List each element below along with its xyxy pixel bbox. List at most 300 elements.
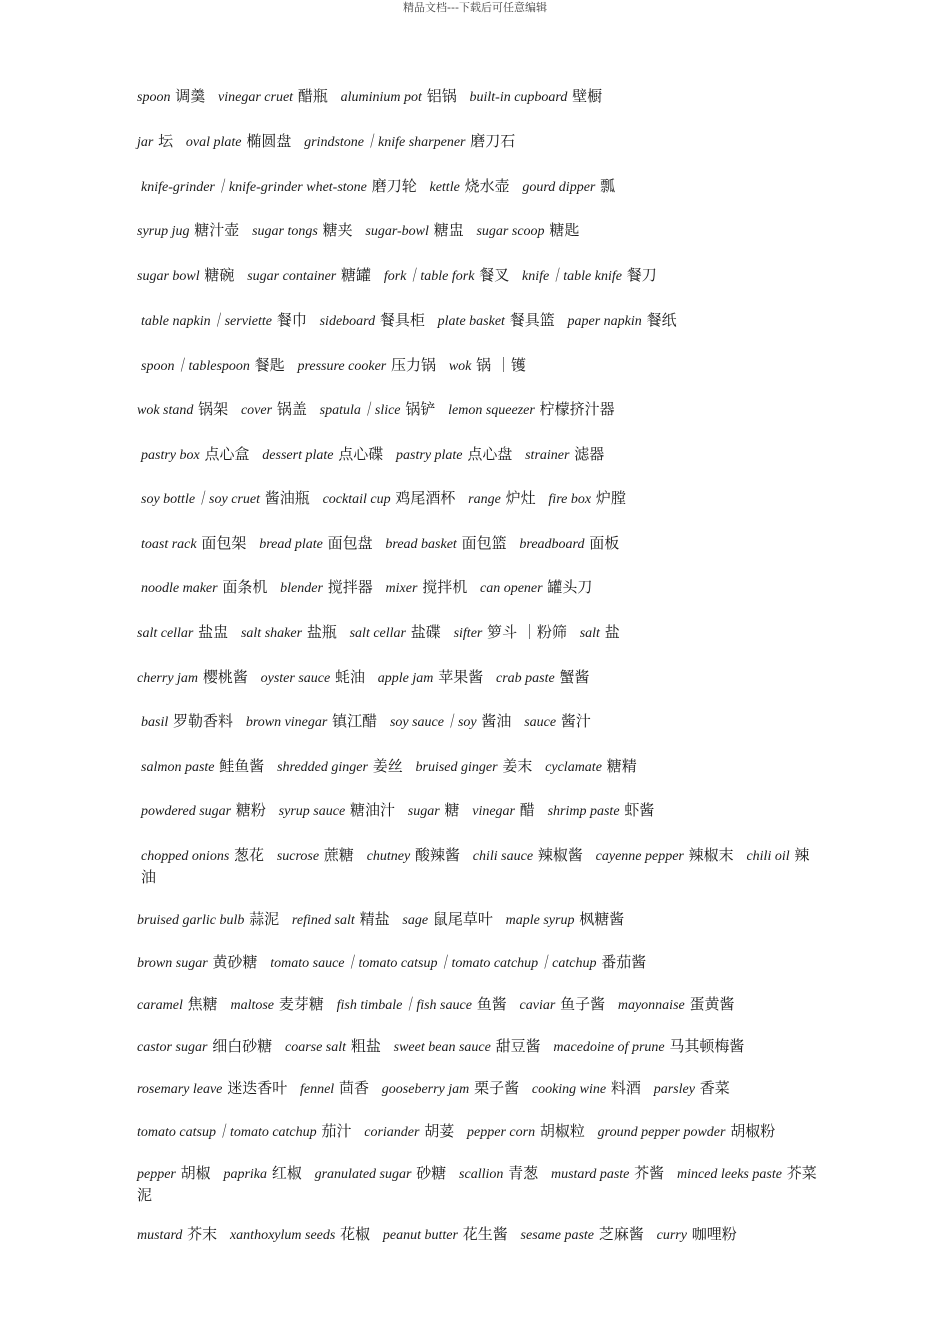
chinese-term: 麦芽糖 [278, 995, 324, 1013]
vocab-entry [364, 1122, 454, 1140]
english-term: fork｜table fork [383, 269, 475, 284]
vocab-line [137, 220, 817, 242]
chinese-term: 餐匙 [254, 356, 285, 374]
vocab-line [137, 399, 817, 421]
chinese-term: 蟹酱 [559, 668, 590, 686]
english-term: coarse salt [284, 1040, 347, 1055]
english-term: refined salt [291, 913, 355, 928]
vocab-entry [137, 400, 228, 418]
page-header: 精品文档---下载后可任意编辑 [403, 1, 547, 14]
english-term: cherry jam [137, 671, 199, 686]
chinese-term: 面板 [589, 534, 620, 552]
english-term: vinegar [472, 804, 515, 819]
chinese-term: 点心盘 [467, 445, 513, 463]
english-term: noodle maker [141, 581, 218, 596]
chinese-term: 糖 [444, 801, 460, 819]
english-term: dessert plate [262, 448, 334, 463]
english-term: sugar bowl [137, 269, 200, 284]
english-term: shredded ginger [277, 760, 368, 775]
chinese-term: 盐碟 [410, 623, 441, 641]
chinese-term: 芥酱 [634, 1164, 665, 1182]
english-term: jar [137, 135, 154, 150]
english-term: spatula｜slice [319, 403, 401, 418]
vocab-entry [341, 87, 457, 105]
vocab-entry [449, 356, 526, 374]
chinese-term: 花椒 [340, 1225, 371, 1243]
english-term: gourd dipper [522, 180, 596, 195]
chinese-term: 镇江醋 [332, 712, 378, 730]
english-term: caviar [519, 998, 556, 1013]
chinese-term: 蒜泥 [249, 910, 280, 928]
vocab-line [137, 533, 821, 555]
vocab-line [137, 994, 817, 1016]
vocab-entry [279, 801, 395, 819]
chinese-term: 面条机 [222, 578, 268, 596]
vocab-entry [429, 177, 509, 195]
english-term: fire box [548, 492, 592, 507]
vocab-entry [596, 846, 734, 864]
chinese-term: 咖哩粉 [691, 1225, 737, 1243]
chinese-term: 醋 [519, 801, 535, 819]
chinese-term: 餐纸 [646, 311, 677, 329]
vocab-entry [141, 356, 285, 374]
chinese-term: 糖匙 [549, 221, 580, 239]
english-term: vinegar cruet [218, 90, 294, 105]
english-term: curry [656, 1228, 687, 1243]
chinese-term: 罗勒香料 [173, 712, 234, 730]
english-term: salt [579, 626, 600, 641]
vocab-entry [545, 757, 637, 775]
english-term: paprika [223, 1167, 268, 1182]
chinese-term: 磨刀轮 [371, 177, 417, 195]
vocab-entry [468, 489, 535, 507]
english-term: mustard [137, 1228, 183, 1243]
chinese-term: 醋瓶 [297, 87, 328, 105]
vocab-line [137, 265, 817, 287]
english-term: apple jam [377, 671, 434, 686]
chinese-term: 盐 [604, 623, 620, 641]
chinese-term: 黄砂糖 [212, 953, 258, 971]
chinese-term: 香菜 [699, 1079, 730, 1097]
chinese-term: 芥末 [187, 1225, 218, 1243]
english-term: chopped onions [141, 849, 230, 864]
english-term: aluminium pot [340, 90, 422, 105]
english-term: rosemary leave [137, 1082, 223, 1097]
vocab-entry [506, 910, 625, 928]
english-term: sideboard [319, 314, 376, 329]
vocab-line [137, 577, 821, 599]
chinese-term: 蛋黄酱 [689, 995, 735, 1013]
english-term: crab paste [495, 671, 555, 686]
vocab-entry [522, 266, 657, 284]
vocab-entry [252, 221, 353, 239]
vocab-entry [382, 1079, 519, 1097]
chinese-term: 瓢 [600, 177, 616, 195]
english-term: sauce [524, 715, 557, 730]
vocab-entry [137, 953, 257, 971]
english-term: powdered sugar [141, 804, 232, 819]
chinese-term: 铝锅 [426, 87, 457, 105]
english-term: salt cellar [137, 626, 194, 641]
vocab-entry [280, 578, 373, 596]
chinese-term: 砂糖 [416, 1164, 447, 1182]
vocab-entry [654, 1079, 730, 1097]
english-term: coriander [364, 1125, 420, 1140]
chinese-term: 葱花 [234, 846, 265, 864]
vocab-entry [230, 995, 323, 1013]
vocab-entry [137, 1164, 211, 1182]
vocab-entry [246, 712, 377, 730]
chinese-term: 滤器 [574, 445, 605, 463]
chinese-term: 酱油瓶 [264, 489, 310, 507]
chinese-term: 箩斗 ｜粉筛 [487, 623, 567, 641]
chinese-term: 番茄酱 [601, 953, 647, 971]
english-term: fish timbale｜fish sauce [336, 998, 472, 1013]
english-term: gooseberry jam [381, 1082, 470, 1097]
chinese-term: 酸辣酱 [415, 846, 461, 864]
vocab-entry [480, 578, 592, 596]
chinese-term: 鼠尾草叶 [432, 910, 493, 928]
english-term: sesame paste [520, 1228, 595, 1243]
english-term: ground pepper powder [597, 1125, 726, 1140]
vocab-entry [320, 400, 436, 418]
english-term: castor sugar [137, 1040, 208, 1055]
chinese-term: 锅铲 [405, 400, 436, 418]
vocab-entry [553, 1037, 744, 1055]
english-term: syrup sauce [278, 804, 346, 819]
vocab-entry [137, 221, 239, 239]
chinese-term: 点心盒 [204, 445, 250, 463]
english-term: macedoine of prune [553, 1040, 665, 1055]
english-term: sugar [407, 804, 440, 819]
vocab-entry [473, 846, 583, 864]
chinese-term: 烧水壶 [464, 177, 510, 195]
vocab-line [137, 1163, 817, 1206]
vocab-entry [141, 489, 310, 507]
chinese-term: 磨刀石 [470, 132, 516, 150]
vocab-entry [323, 489, 456, 507]
english-term: salt cellar [349, 626, 406, 641]
vocab-line [137, 909, 817, 931]
vocab-entry [402, 910, 492, 928]
vocab-line [137, 355, 821, 377]
chinese-term: 盐盅 [198, 623, 229, 641]
chinese-term: 压力锅 [391, 356, 437, 374]
chinese-term: 面包架 [201, 534, 247, 552]
vocab-entry [137, 266, 234, 284]
chinese-term: 盐瓶 [306, 623, 337, 641]
vocab-entry [141, 712, 233, 730]
vocab-entry [385, 534, 506, 552]
english-term: maltose [230, 998, 275, 1013]
vocab-entry [137, 1037, 272, 1055]
chinese-term: 糖油汁 [349, 801, 395, 819]
english-term: pressure cooker [297, 359, 387, 374]
vocab-entry [618, 995, 735, 1013]
english-term: caramel [137, 998, 183, 1013]
chinese-term: 茄汁 [321, 1122, 352, 1140]
vocab-line [137, 1036, 817, 1058]
vocab-entry [394, 1037, 541, 1055]
english-term: cooking wine [531, 1082, 607, 1097]
vocab-entry [137, 668, 248, 686]
vocab-entry [390, 712, 512, 730]
english-term: soy bottle｜soy cruet [141, 492, 260, 507]
vocab-line [137, 622, 817, 644]
vocab-entry [519, 534, 619, 552]
vocab-entry [141, 534, 246, 552]
english-term: oyster sauce [260, 671, 331, 686]
english-term: sage [402, 913, 429, 928]
chinese-term: 面包盘 [327, 534, 373, 552]
chinese-term: 坛 [158, 132, 174, 150]
vocab-entry [137, 1079, 287, 1097]
vocab-entry [223, 1164, 301, 1182]
english-term: paper napkin [567, 314, 642, 329]
english-term: bread basket [385, 537, 457, 552]
english-term: cayenne pepper [595, 849, 684, 864]
english-term: built-in cupboard [469, 90, 568, 105]
vocab-entry [416, 757, 533, 775]
chinese-term: 粗盐 [350, 1037, 381, 1055]
chinese-term: 甜豆酱 [495, 1037, 541, 1055]
english-term: pepper corn [467, 1125, 536, 1140]
vocab-entry [141, 757, 264, 775]
english-term: table napkin｜serviette [141, 314, 273, 329]
english-term: breadboard [519, 537, 585, 552]
english-term: wok [448, 359, 472, 374]
vocab-line [137, 756, 821, 778]
chinese-term: 餐具篮 [509, 311, 555, 329]
vocab-line [137, 711, 821, 733]
english-term: oval plate [185, 135, 242, 150]
vocab-entry [532, 1079, 641, 1097]
vocab-entry [383, 1225, 508, 1243]
english-term: granulated sugar [314, 1167, 412, 1182]
english-term: brown vinegar [245, 715, 328, 730]
vocab-line [137, 444, 821, 466]
vocab-entry [141, 311, 307, 329]
vocab-line [137, 1121, 817, 1143]
chinese-term: 糖碗 [204, 266, 235, 284]
chinese-term: 罐头刀 [547, 578, 593, 596]
chinese-term: 栗子酱 [474, 1079, 520, 1097]
english-term: blender [280, 581, 323, 596]
chinese-term: 蚝油 [335, 668, 366, 686]
vocab-entry [384, 266, 509, 284]
chinese-term: 枫糖酱 [579, 910, 625, 928]
english-term: chutney [366, 849, 411, 864]
english-term: sweet bean sauce [393, 1040, 491, 1055]
vocab-entry [470, 87, 603, 105]
vocab-entry [241, 400, 307, 418]
vocab-line [137, 1224, 817, 1246]
chinese-term: 苹果酱 [438, 668, 484, 686]
english-term: maple syrup [505, 913, 575, 928]
english-term: grindstone｜knife sharpener [304, 135, 466, 150]
vocab-entry [459, 1164, 538, 1182]
chinese-term: 焦糖 [187, 995, 218, 1013]
vocab-entry [230, 1225, 370, 1243]
vocab-line [137, 845, 821, 888]
vocab-entry [448, 400, 615, 418]
vocab-entry [270, 953, 646, 971]
chinese-term: 胡椒粒 [539, 1122, 585, 1140]
english-term: strainer [525, 448, 570, 463]
english-term: salmon paste [141, 760, 215, 775]
vocab-entry [365, 221, 463, 239]
vocab-entry [186, 132, 291, 150]
vocab-entry [521, 1225, 644, 1243]
vocab-entry [137, 1122, 351, 1140]
english-term: mustard paste [550, 1167, 630, 1182]
english-term: sifter [453, 626, 483, 641]
chinese-term: 酱汁 [560, 712, 591, 730]
vocab-entry [259, 534, 372, 552]
chinese-term: 茴香 [338, 1079, 369, 1097]
english-term: sugar scoop [476, 224, 545, 239]
vocab-entry [241, 623, 337, 641]
chinese-term: 调羹 [175, 87, 206, 105]
english-term: sugar-bowl [365, 224, 429, 239]
vocab-entry [315, 1164, 447, 1182]
vocab-entry [525, 445, 604, 463]
chinese-term: 芥菜泥 [137, 1164, 817, 1204]
chinese-term: 餐刀 [626, 266, 657, 284]
vocab-line [137, 952, 817, 974]
vocab-entry [247, 266, 371, 284]
vocab-line [137, 667, 817, 689]
english-term: bruised ginger [415, 760, 498, 775]
english-term: chili oil [746, 849, 790, 864]
chinese-term: 蔗糖 [323, 846, 354, 864]
chinese-term: 糖罐 [341, 266, 372, 284]
english-term: cocktail cup [322, 492, 391, 507]
chinese-term: 酱油 [481, 712, 512, 730]
chinese-term: 姜末 [502, 757, 533, 775]
chinese-term: 锅 ｜镬 [476, 356, 526, 374]
vocab-entry [657, 1225, 737, 1243]
chinese-term: 鱼子酱 [560, 995, 606, 1013]
vocab-entry [262, 445, 383, 463]
vocab-entry [520, 995, 606, 1013]
chinese-term: 面包篮 [461, 534, 507, 552]
english-term: plate basket [437, 314, 505, 329]
vocab-entry [548, 801, 655, 819]
vocab-entry [137, 623, 228, 641]
chinese-term: 芝麻酱 [598, 1225, 644, 1243]
english-term: peanut butter [382, 1228, 458, 1243]
chinese-term: 花生酱 [462, 1225, 508, 1243]
chinese-term: 胡椒粉 [730, 1122, 776, 1140]
vocab-line [137, 800, 821, 822]
vocab-entry [496, 668, 590, 686]
chinese-term: 马其顿梅酱 [669, 1037, 745, 1055]
chinese-term: 糖盅 [433, 221, 464, 239]
english-term: sucrose [276, 849, 320, 864]
vocab-entry [548, 489, 625, 507]
english-term: toast rack [141, 537, 197, 552]
english-term: tomato sauce｜tomato catsup｜tomato catchup｜catchup [270, 956, 597, 971]
chinese-term: 鸡尾酒杯 [395, 489, 456, 507]
vocab-entry [297, 356, 436, 374]
vocab-entry [467, 1122, 585, 1140]
english-term: lemon squeezer [448, 403, 535, 418]
chinese-term: 柠檬挤汁器 [539, 400, 615, 418]
vocab-entry [522, 177, 615, 195]
vocab-entry [137, 1225, 217, 1243]
vocab-entry [218, 87, 328, 105]
vocab-entry [524, 712, 591, 730]
vocab-entry [337, 995, 507, 1013]
chinese-term: 鱼酱 [476, 995, 507, 1013]
vocab-entry [454, 623, 567, 641]
vocab-entry [350, 623, 441, 641]
vocab-entry [438, 311, 555, 329]
vocab-entry [300, 1079, 369, 1097]
vocab-line [137, 1078, 817, 1100]
vocab-entry [137, 87, 205, 105]
vocab-line [137, 131, 817, 153]
english-term: syrup jug [137, 224, 190, 239]
chinese-term: 青葱 [508, 1164, 539, 1182]
english-term: mixer [385, 581, 418, 596]
chinese-term: 椭圆盘 [246, 132, 292, 150]
english-term: fennel [299, 1082, 335, 1097]
english-term: sugar container [247, 269, 337, 284]
vocab-line [137, 310, 821, 332]
vocab-entry [141, 801, 266, 819]
vocab-entry [285, 1037, 381, 1055]
chinese-term: 炉膛 [595, 489, 626, 507]
chinese-term: 搅拌机 [422, 578, 468, 596]
vocab-entry [320, 311, 425, 329]
english-term: xanthoxylum seeds [229, 1228, 336, 1243]
chinese-term: 餐具柜 [379, 311, 425, 329]
chinese-term: 虾酱 [624, 801, 655, 819]
vocab-entry [277, 846, 354, 864]
chinese-term: 炉灶 [505, 489, 536, 507]
english-term: range [468, 492, 501, 507]
chinese-term: 糖汁壶 [194, 221, 240, 239]
english-term: salt shaker [240, 626, 303, 641]
vocab-entry [551, 1164, 664, 1182]
vocab-line [137, 488, 821, 510]
vocab-entry [141, 445, 250, 463]
vocab-line [137, 86, 817, 108]
vocab-entry [378, 668, 483, 686]
vocab-entry [141, 177, 417, 195]
chinese-term: 鲑鱼酱 [219, 757, 265, 775]
vocab-entry [472, 801, 535, 819]
english-term: pastry box [141, 448, 200, 463]
chinese-term: 姜丝 [372, 757, 403, 775]
chinese-term: 樱桃酱 [202, 668, 248, 686]
vocab-entry [292, 910, 390, 928]
english-term: knife｜table knife [522, 269, 622, 284]
vocab-entry [277, 757, 403, 775]
chinese-term: 辣油 [141, 846, 810, 886]
english-term: kettle [429, 180, 460, 195]
chinese-term: 糖夹 [322, 221, 353, 239]
english-term: soy sauce｜soy [389, 715, 477, 730]
vocab-line [137, 176, 821, 198]
english-term: bread plate [259, 537, 323, 552]
vocab-entry [598, 1122, 776, 1140]
vocab-entry [304, 132, 515, 150]
vocab-entry [137, 995, 218, 1013]
english-term: spoon｜tablespoon [141, 359, 250, 374]
